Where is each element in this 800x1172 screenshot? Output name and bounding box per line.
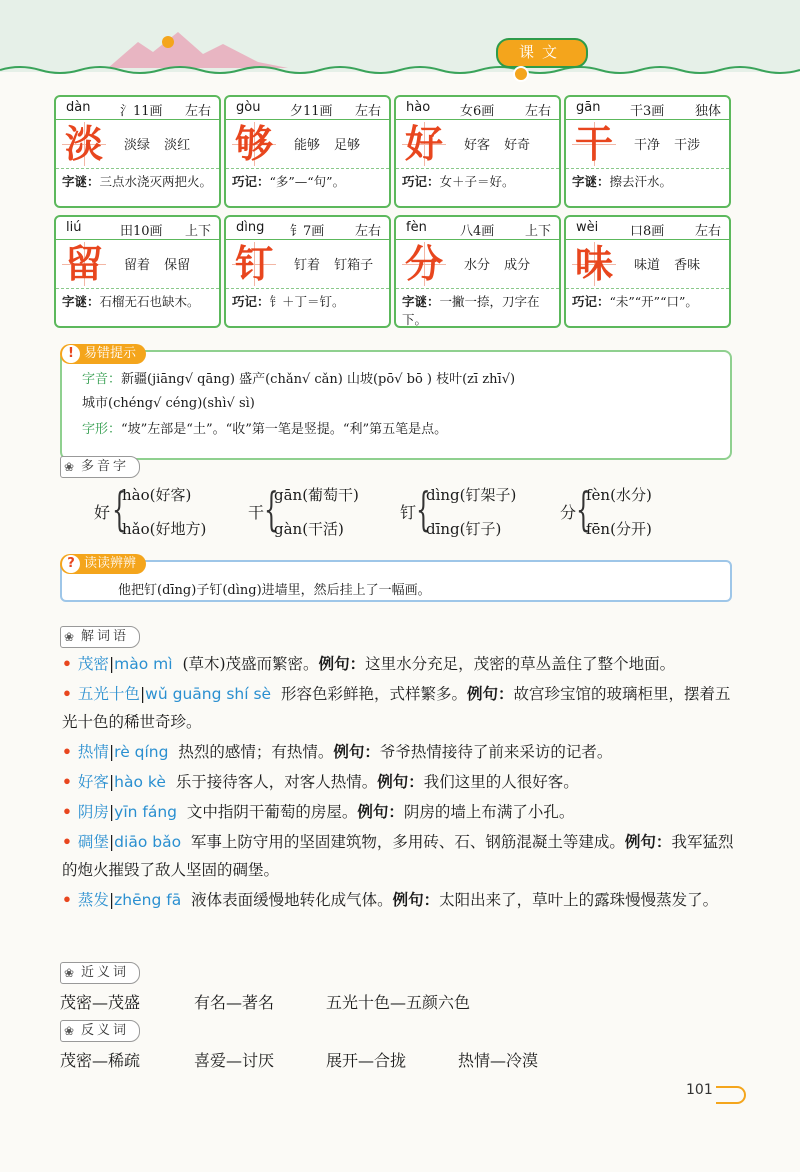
card-header: [566, 97, 729, 120]
term-separator: |: [108, 655, 115, 673]
word-example: 太阳出来了，草叶上的露珠慢慢蒸发了。: [439, 891, 719, 909]
card-character: 钉: [232, 242, 276, 286]
card-radical-strokes: 钅7画: [290, 224, 325, 239]
word-example: 阴房的墙上布满了小孔。: [403, 803, 575, 821]
antonyms-ribbon: ❀ 反义词: [60, 1020, 140, 1042]
card-character: 留: [62, 242, 106, 286]
word-definition: 乐于接待客人，对客人热情。: [175, 773, 378, 791]
card-words: 水分 成分: [464, 258, 531, 273]
example-label: 例句：: [357, 803, 404, 821]
card-body: [566, 120, 729, 169]
card-character: 干: [572, 122, 616, 166]
card-tip: [226, 169, 389, 191]
synonym-pair: 有名—著名: [194, 993, 275, 1012]
word-definition: 热烈的感情；有热情。: [178, 743, 334, 761]
page-number: 101: [686, 1082, 713, 1098]
card-structure: 上下: [524, 224, 551, 239]
character-card: [224, 95, 391, 208]
word-explanation-ribbon: ❀ 解词语: [60, 626, 140, 648]
word-pinyin: wǔ guāng shí sè: [145, 685, 272, 703]
word-example: 我军猛烈的炮火摧毁了敌人坚固的碉堡。: [62, 833, 734, 879]
card-character: 分: [402, 242, 446, 286]
word-pinyin: rè qíng: [114, 743, 169, 761]
card-pinyin: dàn: [66, 100, 91, 115]
character-card: [394, 95, 561, 208]
card-tip-text: “多”—“句”。: [269, 174, 346, 189]
card-structure: 左右: [354, 104, 381, 119]
card-radical-strokes: 女6画: [460, 104, 495, 119]
card-structure: 上下: [184, 224, 211, 239]
card-words: 能够 足够: [294, 138, 361, 153]
character-card: [54, 215, 221, 328]
term-separator: |: [108, 891, 115, 909]
card-header: [566, 217, 729, 240]
card-tip-text: 钅＋丁＝钉。: [269, 294, 345, 309]
word-example: 故宫珍宝馆的玻璃柜里，摆着五光十色的稀世奇珍。: [62, 685, 731, 731]
polyphone-section: [0, 480, 800, 550]
card-tip-label: 巧记：: [232, 174, 270, 189]
word-explanation-item: [62, 798, 742, 826]
card-tip-label: 巧记：: [402, 174, 440, 189]
error-prone-tips-box: [60, 346, 732, 460]
card-structure: 独体: [694, 104, 721, 119]
card-words: 留着 保留: [124, 258, 191, 273]
card-tip-label: 字谜：: [62, 174, 100, 189]
word-explanation-item: [62, 650, 742, 678]
error-prone-badge: [60, 344, 146, 364]
section-tab: 课文: [496, 38, 588, 68]
card-body: [396, 120, 559, 169]
card-words: 好客 好奇: [464, 138, 531, 153]
term-separator: |: [108, 803, 115, 821]
card-tip-text: 擦去汗水。: [609, 174, 673, 189]
card-structure: 左右: [694, 224, 721, 239]
polyphone-reading-1: hào(好客): [122, 486, 192, 504]
example-label: 例句：: [318, 655, 366, 673]
exclamation-icon: !: [62, 345, 80, 363]
polyphone-char: 钉: [400, 503, 417, 522]
zi-yin-text-1: 新疆(jiāng√ qāng) 盛产(chǎn√ cǎn) 山坡(pō√ bō ) 枝叶(zī zhī√): [121, 372, 516, 387]
term-separator: |: [108, 743, 115, 761]
card-tip: [56, 169, 219, 191]
read-distinguish-badge: [60, 554, 146, 574]
zi-yin-line-2: [82, 392, 255, 411]
character-card: [394, 215, 561, 328]
word-definition: 形容色彩鲜艳，式样繁多。: [280, 685, 467, 703]
polyphone-ribbon: ❀ 多音字: [60, 456, 140, 478]
card-radical-strokes: 口8画: [630, 224, 665, 239]
card-words: 味道 香味: [634, 258, 701, 273]
card-tip-label: 字谜：: [572, 174, 610, 189]
word-definition: 军事上防守用的坚固建筑物，多用砖、石、钢筋混凝土等建成。: [190, 833, 625, 851]
card-tip: [566, 289, 729, 311]
card-character: 味: [572, 242, 616, 286]
zi-xing-line: [82, 418, 447, 437]
example-label: 例句：: [377, 773, 424, 791]
polyphone-reading-2: dīng(钉子): [426, 520, 502, 538]
bullet-icon: •: [62, 654, 72, 673]
word-example: 爷爷热情接待了前来采访的记者。: [379, 743, 613, 761]
brace-icon: {: [416, 482, 431, 536]
antonym-pair: 展开—合拢: [326, 1051, 407, 1070]
word-term: 好客: [77, 773, 109, 791]
read-and-distinguish-box: [60, 556, 732, 602]
card-tip-text: “未”“开”“口”。: [609, 294, 698, 309]
card-structure: 左右: [524, 104, 551, 119]
card-pinyin: dìng: [236, 220, 265, 235]
card-body: [226, 120, 389, 169]
card-tip: [226, 289, 389, 311]
word-pinyin: diāo bǎo: [114, 833, 182, 851]
word-pinyin: mào mì: [114, 655, 173, 673]
card-tip: [566, 169, 729, 191]
card-tip-text: 一撇一捺，刀字在下。: [402, 294, 540, 327]
card-words: 钉着 钉箱子: [294, 258, 374, 273]
read-distinguish-text: 他把钉(dīng)子钉(dìng)进墙里，然后挂上了一幅画。: [118, 583, 431, 598]
card-tip-label: 字谜：: [62, 294, 100, 309]
card-radical-strokes: 夕11画: [290, 104, 333, 119]
word-explanation-item: [62, 828, 742, 884]
word-example: 这里水分充足，茂密的草丛盖住了整个地面。: [365, 655, 676, 673]
word-term: 蒸发: [77, 891, 109, 909]
card-pinyin: gān: [576, 100, 601, 115]
word-term: 五光十色: [77, 685, 140, 703]
synonyms-ribbon: ❀ 近义词: [60, 962, 140, 984]
card-radical-strokes: 氵11画: [120, 104, 163, 119]
word-explanation-item: [62, 768, 742, 796]
card-tip-text: 石榴无石也缺木。: [99, 294, 200, 309]
polyphone-reading-1: fèn(水分): [586, 486, 652, 504]
bullet-icon: •: [62, 684, 72, 703]
header-wave-border: [0, 64, 800, 78]
zi-yin-text-2: 城市(chéng√ céng)(shì√ sì): [82, 396, 255, 411]
card-structure: 左右: [354, 224, 381, 239]
card-tip-text: 三点水浇灭两把火。: [99, 174, 213, 189]
brace-icon: {: [264, 482, 279, 536]
card-body: [226, 240, 389, 289]
brace-icon: {: [576, 482, 591, 536]
word-pinyin: zhēng fā: [114, 891, 182, 909]
bullet-icon: •: [62, 802, 72, 821]
word-explanation-item: [62, 886, 742, 914]
card-radical-strokes: 八4画: [460, 224, 495, 239]
card-tip-text: 女＋子＝好。: [439, 174, 515, 189]
zi-yin-label: 字音：: [82, 372, 122, 387]
character-card: [564, 215, 731, 328]
bullet-icon: •: [62, 772, 72, 791]
card-radical-strokes: 干3画: [630, 104, 665, 119]
tab-dot: [513, 66, 529, 82]
card-structure: 左右: [184, 104, 211, 119]
synonym-pair: 五光十色—五颜六色: [326, 993, 471, 1012]
card-tip-label: 巧记：: [232, 294, 270, 309]
page-swirl-icon: [716, 1086, 746, 1104]
word-definition: (草木)茂盛而繁密。: [182, 655, 319, 673]
card-pinyin: wèi: [576, 220, 599, 235]
character-card: [54, 95, 221, 208]
card-pinyin: liú: [66, 220, 82, 235]
zi-xing-label: 字形：: [82, 422, 122, 437]
example-label: 例句：: [466, 685, 514, 703]
card-radical-strokes: 田10画: [120, 224, 163, 239]
polyphone-reading-2: gàn(干活): [274, 520, 344, 538]
card-tip: [396, 169, 559, 191]
word-definition: 文中指阴干葡萄的房屋。: [186, 803, 358, 821]
error-prone-title: 易错提示: [84, 346, 137, 361]
card-header: [56, 217, 219, 240]
polyphone-reading-1: dìng(钉架子): [426, 486, 517, 504]
word-term: 茂密: [77, 655, 109, 673]
card-pinyin: gòu: [236, 100, 261, 115]
card-body: [56, 120, 219, 169]
antonym-pair: 茂密—稀疏: [60, 1051, 141, 1070]
card-header: [396, 217, 559, 240]
card-tip-label: 巧记：: [572, 294, 610, 309]
card-body: [566, 240, 729, 289]
polyphone-reading-2: fēn(分开): [586, 520, 652, 538]
brace-icon: {: [112, 482, 127, 536]
zi-xing-text: “坡”左部是“土”。“收”第一笔是竖提。“利”第五笔是点。: [121, 422, 448, 437]
term-separator: |: [108, 833, 115, 851]
polyphone-char: 好: [94, 503, 111, 522]
card-header: [226, 97, 389, 120]
card-body: [396, 240, 559, 289]
card-header: [396, 97, 559, 120]
mountain-decoration-icon: [108, 28, 288, 68]
character-card: [564, 95, 731, 208]
bullet-icon: •: [62, 890, 72, 909]
card-tip: [56, 289, 219, 311]
word-term: 阴房: [77, 803, 109, 821]
card-header: [56, 97, 219, 120]
bullet-icon: •: [62, 832, 72, 851]
card-tip: [396, 289, 559, 329]
polyphone-reading-2: hǎo(好地方): [122, 520, 207, 538]
word-term: 碉堡: [77, 833, 109, 851]
word-explanation-item: [62, 680, 742, 736]
word-term: 热情: [77, 743, 109, 761]
antonym-pair: 喜爱—讨厌: [194, 1051, 275, 1070]
card-pinyin: hào: [406, 100, 431, 115]
polyphone-char: 干: [248, 503, 265, 522]
card-body: [56, 240, 219, 289]
card-tip-label: 字谜：: [402, 294, 440, 309]
example-label: 例句：: [392, 891, 440, 909]
word-definition: 液体表面缓慢地转化成气体。: [191, 891, 393, 909]
card-words: 干净 干涉: [634, 138, 701, 153]
card-words: 淡绿 淡红: [124, 138, 191, 153]
polyphone-char: 分: [560, 503, 577, 522]
example-label: 例句：: [624, 833, 672, 851]
zi-yin-line-1: [82, 368, 515, 387]
polyphone-reading-1: gān(葡萄干): [274, 486, 359, 504]
term-separator: |: [108, 773, 115, 791]
term-separator: |: [139, 685, 146, 703]
question-icon: ?: [62, 555, 80, 573]
card-pinyin: fèn: [406, 220, 427, 235]
card-header: [226, 217, 389, 240]
card-character: 淡: [62, 122, 106, 166]
word-pinyin: yīn fáng: [114, 803, 178, 821]
card-character: 好: [402, 122, 446, 166]
word-explanation-list: [62, 650, 742, 916]
antonym-pair: 热情—冷漠: [458, 1051, 539, 1070]
word-pinyin: hào kè: [114, 773, 166, 791]
word-example: 我们这里的人很好客。: [423, 773, 579, 791]
read-distinguish-title: 读读辨辨: [84, 556, 137, 571]
card-character: 够: [232, 122, 276, 166]
synonym-pair: 茂密—茂盛: [60, 993, 141, 1012]
character-card: [224, 215, 391, 328]
bullet-icon: •: [62, 742, 72, 761]
word-explanation-item: [62, 738, 742, 766]
example-label: 例句：: [333, 743, 380, 761]
